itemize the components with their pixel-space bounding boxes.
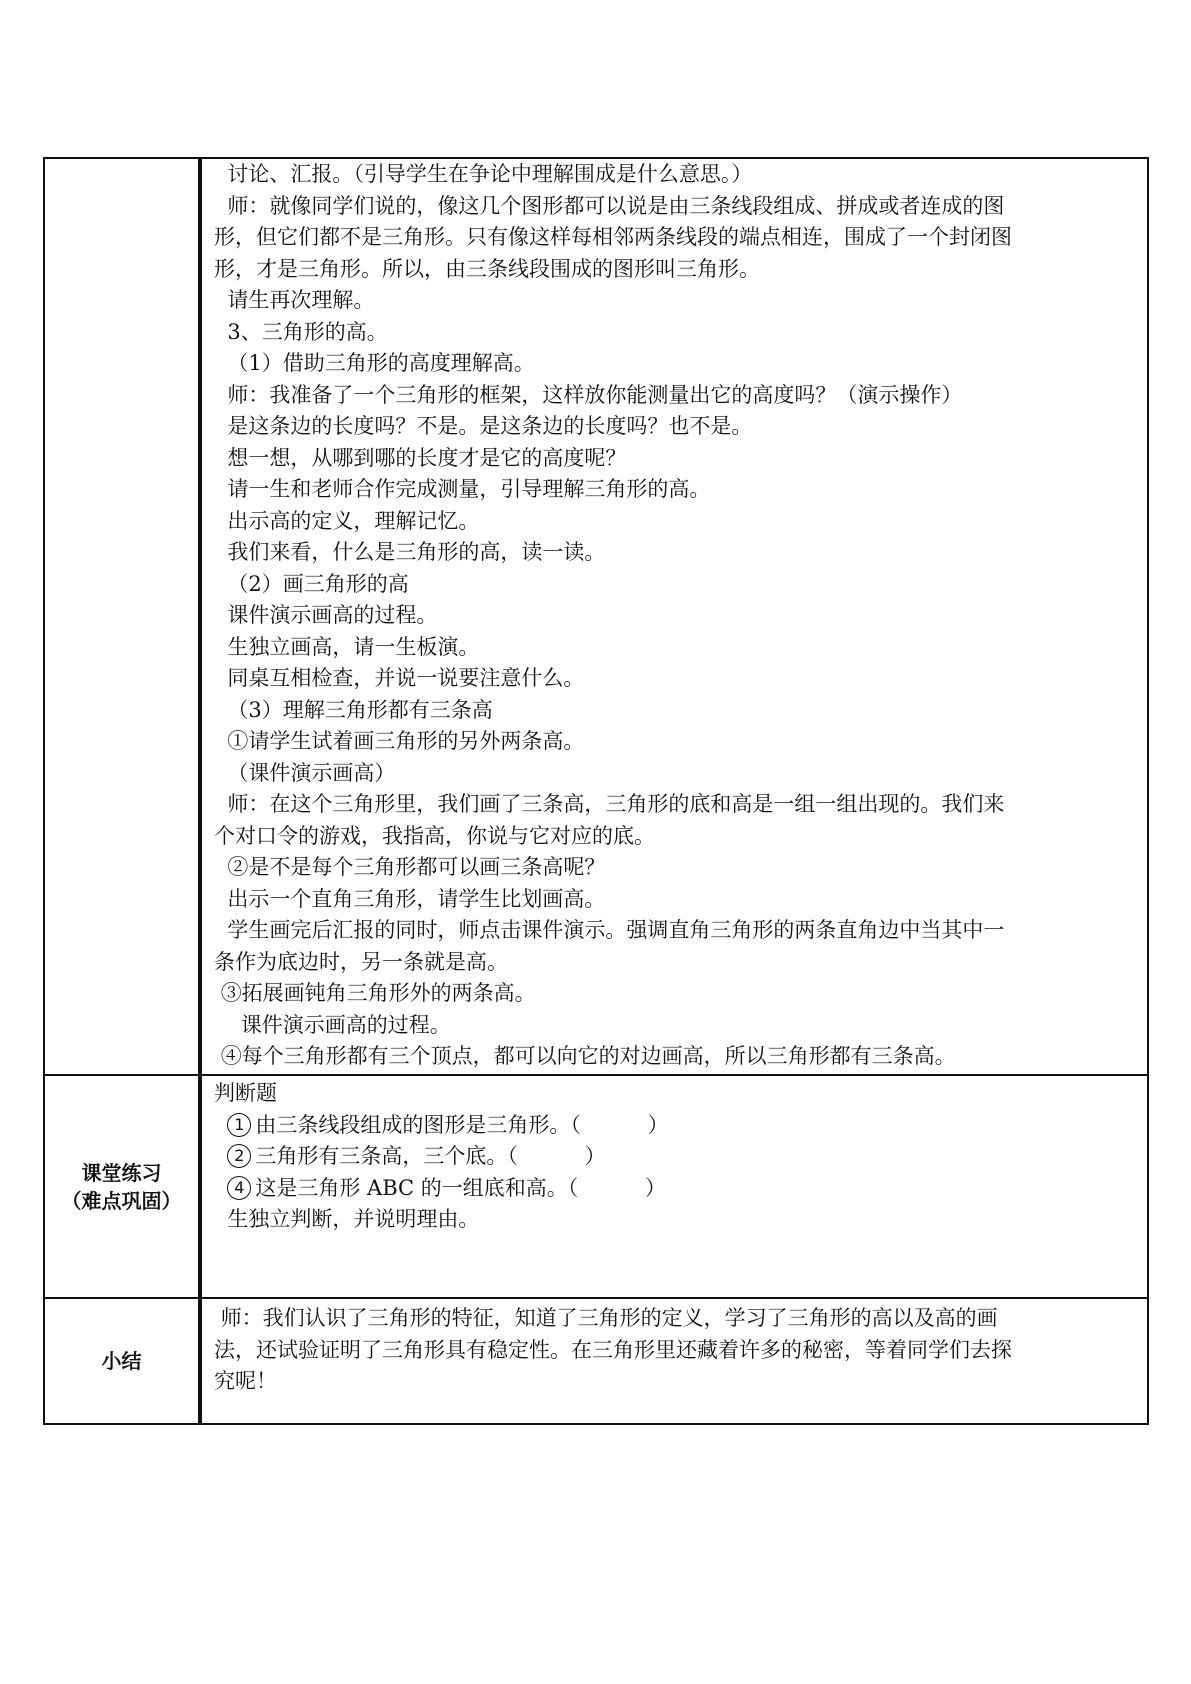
text-line: （课件演示画高） bbox=[214, 760, 396, 785]
text-line: 3、三角形的高。 bbox=[214, 319, 388, 344]
text-line: 课件演示画高的过程。 bbox=[214, 1012, 451, 1037]
text-line: （3）理解三角形都有三条高 bbox=[214, 697, 493, 722]
circled-number: 1 bbox=[227, 1113, 251, 1137]
text-line: 生独立画高，请一生板演。 bbox=[214, 634, 480, 659]
summary-content-cell bbox=[200, 1298, 1148, 1424]
lesson-plan-table bbox=[43, 157, 1149, 1425]
text-line: 讨论、汇报。（引导学生在争论中理解围成是什么意思。） bbox=[214, 162, 753, 186]
text-line: 想一想，从哪到哪的长度才是它的高度呢？ bbox=[214, 445, 627, 470]
summary-label: 小结 bbox=[101, 1349, 142, 1373]
text-line: 是这条边的长度吗？不是。是这条边的长度吗？也不是。 bbox=[214, 414, 753, 438]
practice-item-3 bbox=[214, 1173, 1139, 1205]
text-line: 师：就像同学们说的，像这几个图形都可以说是由三条线段组成、拼成或者连成的图 bbox=[214, 193, 1005, 218]
summary-text bbox=[202, 1299, 1147, 1398]
text-line: 个对口令的游戏，我指高，你说与它对应的底。 bbox=[214, 823, 655, 848]
practice-label-line1: 课堂练习 bbox=[81, 1160, 162, 1185]
text-line: 究呢！ bbox=[214, 1369, 277, 1393]
text-line: 我们来看，什么是三角形的高，读一读。 bbox=[214, 540, 606, 564]
text-line: 请生再次理解。 bbox=[214, 288, 375, 312]
text-line: （2）画三角形的高 bbox=[214, 571, 409, 596]
text-line: ①请学生试着画三角形的另外两条高。 bbox=[214, 729, 585, 753]
text-line: 请一生和老师合作完成测量，引导理解三角形的高。 bbox=[214, 477, 711, 501]
practice-label-cell bbox=[44, 1075, 200, 1298]
practice-item-text: 由三条线段组成的图形是三角形。（ ） bbox=[255, 1112, 669, 1137]
practice-item-text: 这是三角形 ABC 的一组底和高。（ ） bbox=[255, 1175, 667, 1200]
text-line: 学生画完后汇报的同时，师点击课件演示。强调直角三角形的两条直角边中当其中一 bbox=[214, 918, 1005, 942]
text-line: 形，才是三角形。所以，由三条线段围成的图形叫三角形。 bbox=[214, 256, 760, 281]
text-line: 出示一个直角三角形，请学生比划画高。 bbox=[214, 886, 606, 911]
practice-content-cell bbox=[200, 1075, 1148, 1298]
practice-title: 判断题 bbox=[214, 1081, 277, 1105]
text-line: 同桌互相检查，并说一说要注意什么。 bbox=[214, 666, 585, 690]
practice-note: 生独立判断，并说明理由。 bbox=[214, 1207, 480, 1231]
text-line: 师：我们认识了三角形的特征，知道了三角形的定义，学习了三角形的高以及高的画 bbox=[214, 1306, 998, 1330]
practice-item-text: 三角形有三条高，三个底。（ ） bbox=[255, 1144, 606, 1168]
text-line: ④每个三角形都有三个顶点，都可以向它的对边画高，所以三角形都有三条高。 bbox=[214, 1044, 956, 1068]
teaching-process-text bbox=[202, 159, 1147, 1073]
text-line: 法，还试验证明了三角形具有稳定性。在三角形里还藏着许多的秘密，等着同学们去探 bbox=[214, 1337, 1012, 1362]
circled-number: 4 bbox=[227, 1176, 251, 1200]
text-line: 出示高的定义，理解记忆。 bbox=[214, 508, 480, 533]
circled-number: 2 bbox=[227, 1144, 251, 1168]
practice-item-1 bbox=[214, 1110, 1139, 1142]
teaching-process-label-cell bbox=[44, 158, 200, 1075]
text-line: （1）借助三角形的高度理解高。 bbox=[214, 351, 535, 375]
text-line: 条作为底边时，另一条就是高。 bbox=[214, 949, 508, 974]
text-line: ③拓展画钝角三角形外的两条高。 bbox=[214, 981, 536, 1005]
practice-label-line2: （难点巩固） bbox=[61, 1188, 182, 1213]
practice-text bbox=[202, 1076, 1147, 1236]
summary-label-cell bbox=[44, 1298, 200, 1424]
practice-row bbox=[44, 1075, 1148, 1298]
teaching-process-content-cell bbox=[200, 158, 1148, 1075]
text-line: 课件演示画高的过程。 bbox=[214, 603, 438, 627]
text-line: ②是不是每个三角形都可以画三条高呢？ bbox=[214, 855, 606, 879]
text-line: 师：我准备了一个三角形的框架，这样放你能测量出它的高度吗？（演示操作） bbox=[214, 382, 963, 407]
text-line: 形，但它们都不是三角形。只有像这样每相邻两条线段的端点相连，围成了一个封闭图 bbox=[214, 225, 1012, 249]
summary-row bbox=[44, 1298, 1148, 1424]
teaching-process-row bbox=[44, 158, 1148, 1075]
text-line: 师：在这个三角形里，我们画了三条高，三角形的底和高是一组一组出现的。我们来 bbox=[214, 792, 1005, 816]
practice-item-2 bbox=[214, 1141, 1139, 1173]
